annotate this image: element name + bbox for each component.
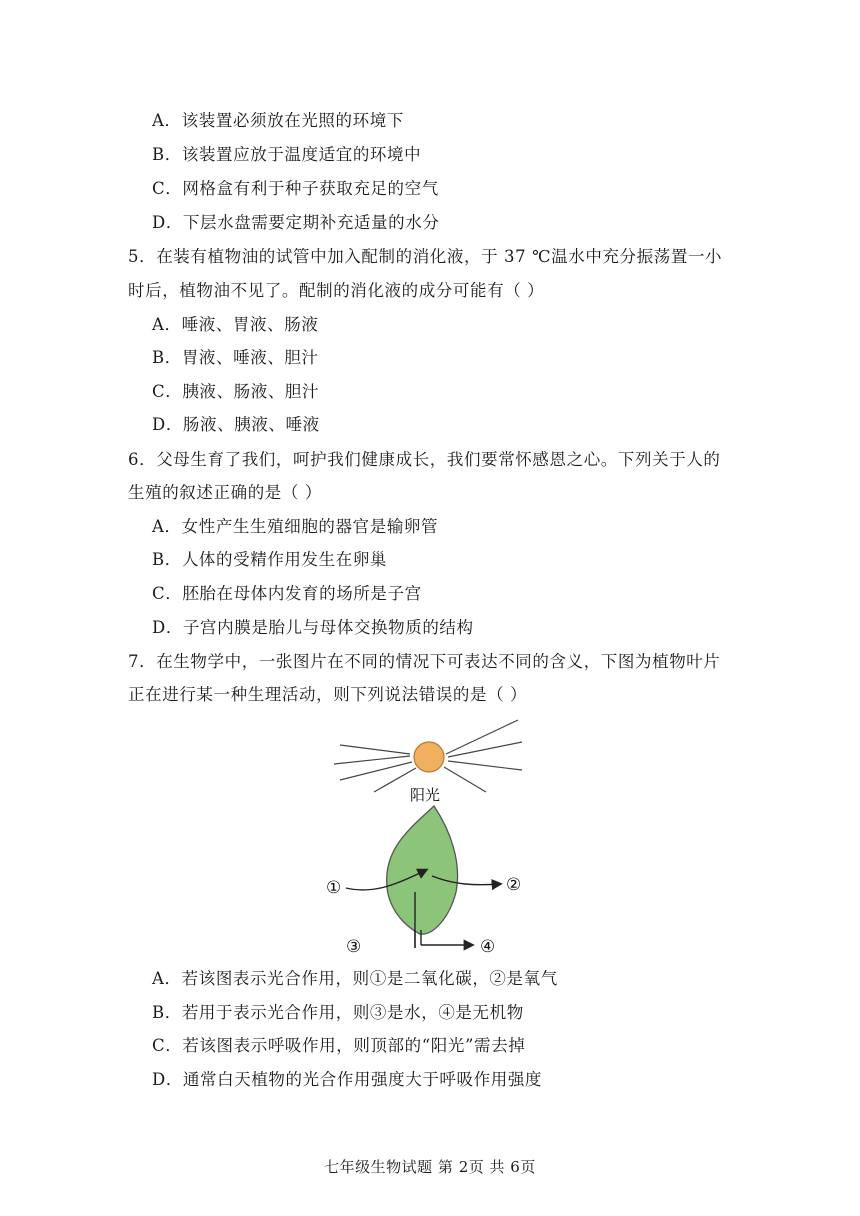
- q5-option-b: B．胃液、唾液、胆汁: [152, 348, 319, 367]
- label-4: ④: [480, 937, 496, 957]
- q7-stem-line1: 7．在生物学中，一张图片在不同的情况下可表达不同的含义，下图为植物叶片: [128, 652, 721, 671]
- q6-option-b: B．人体的受精作用发生在卵巢: [152, 550, 388, 569]
- leaf-icon: [387, 806, 458, 934]
- sun-icon: [414, 742, 444, 772]
- q5-stem-line2: 时后，植物油不见了。配制的消化液的成分可能有（ ）: [128, 281, 545, 300]
- q4-option-b: B．该装置应放于温度适宜的环境中: [152, 145, 422, 164]
- q4-option-a: A．该装置必须放在光照的环境下: [152, 111, 404, 130]
- q6-stem-line1: 6．父母生育了我们，呵护我们健康成长，我们要常怀感恩之心。下列关于人的: [128, 450, 721, 469]
- label-2: ②: [506, 875, 522, 895]
- leaf-diagram: [322, 712, 532, 968]
- q6-option-c: C．胚胎在母体内发育的场所是子宫: [152, 584, 422, 603]
- q6-stem-line2: 生殖的叙述正确的是（ ）: [128, 483, 322, 502]
- q5-option-d: D．肠液、胰液、唾液: [152, 415, 320, 434]
- q4-option-d: D．下层水盘需要定期补充适量的水分: [152, 213, 440, 232]
- label-1: ①: [326, 878, 342, 898]
- page-footer: 七年级生物试题 第 2页 共 6页: [324, 1158, 536, 1176]
- q6-option-d: D．子宫内膜是胎儿与母体交换物质的结构: [152, 618, 474, 637]
- q5-stem-line1: 5．在装有植物油的试管中加入配制的消化液，于 37 ℃温水中充分振荡置一小: [128, 247, 723, 266]
- sun-label: 阳光: [410, 787, 441, 804]
- q7-option-c: C．若该图表示呼吸作用，则顶部的“阳光”需去掉: [152, 1036, 526, 1055]
- q7-option-a: A．若该图表示光合作用，则①是二氧化碳，②是氧气: [152, 969, 558, 988]
- q7-option-d: D．通常白天植物的光合作用强度大于呼吸作用强度: [152, 1070, 543, 1089]
- q6-option-a: A．女性产生生殖细胞的器官是输卵管: [152, 517, 439, 536]
- q7-stem-line2: 正在进行某一种生理活动，则下列说法错误的是（ ）: [128, 685, 528, 704]
- label-3: ③: [346, 937, 362, 957]
- q5-option-a: A．唾液、胃液、肠液: [152, 315, 319, 334]
- q4-option-c: C．网格盒有利于种子获取充足的空气: [152, 179, 439, 198]
- q5-option-c: C．胰液、肠液、胆汁: [152, 382, 320, 401]
- q7-option-b: B．若用于表示光合作用，则③是水，④是无机物: [152, 1003, 524, 1022]
